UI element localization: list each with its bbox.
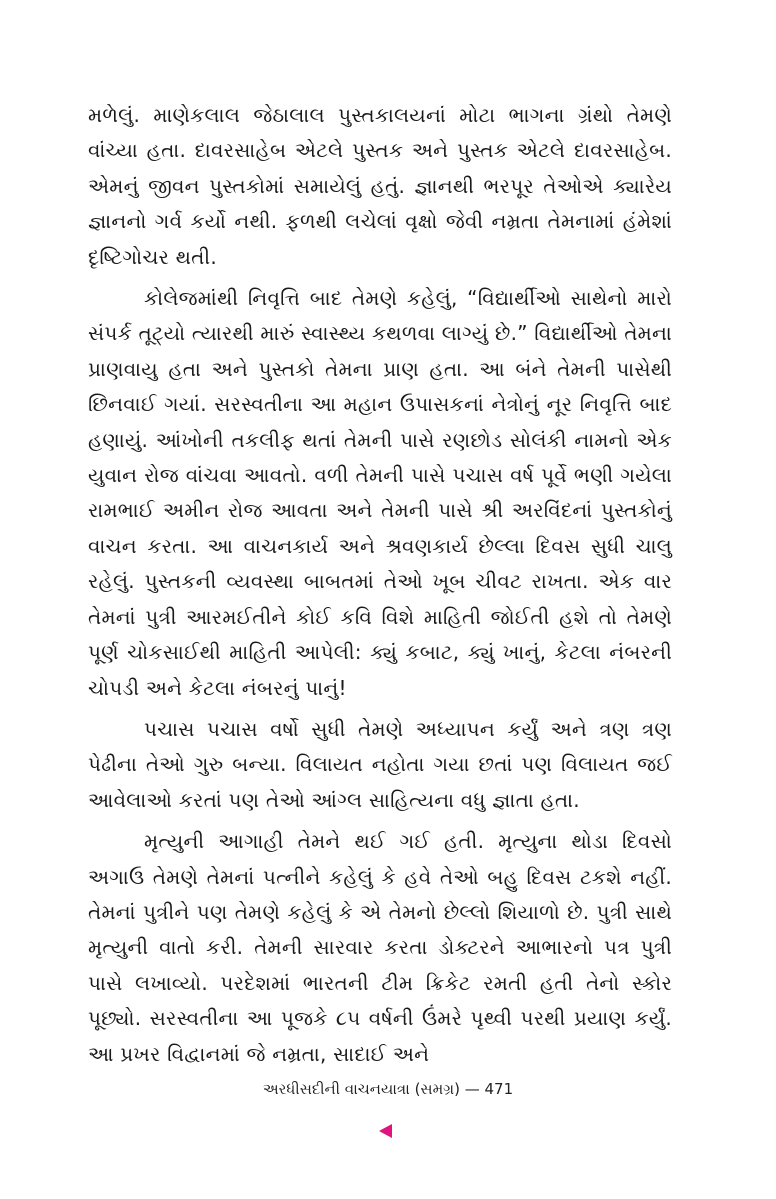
previous-page-arrow-icon[interactable] [379,1124,392,1138]
paragraph-1: મળેલું. માણેકલાલ જેઠાલાલ પુસ્તકાલયનાં મોટા ભાગના ગ્રંથો તેમણે વાંચ્યા હતા. દાવરસાહેબ એટલે પુસ્તક અને પુસ્તક એટલે દાવરસાહેબ. એમનું જીવન પુસ્તકોમાં સમાયેલું હતું. જ્ઞાનથી ભરપૂર તેઓએ ક્યારેય જ્ઞાનનો ગર્વ કર્યો નથી. ફળથી લચેલાં વૃક્ષો જેવી નમ્રતા તેમનામાં હંમેશાં દૃષ્ટિગોચર થતી. [88,103,672,269]
paragraph-2: કોલેજમાંથી નિવૃત્તિ બાદ તેમણે કહેલું, “વિદ્યાર્થીઓ સાથેનો મારો સંપર્ક તૂટ્યો ત્યારથી મારું સ્વાસ્થ્ય કથળવા લાગ્યું છે.” વિદ્યાર્થીઓ તેમના પ્રાણવાયુ હતા અને પુસ્તકો તેમના પ્રાણ હતા. આ બંને તેમની પાસેથી છિનવાઈ ગયાં. સરસ્વતીના આ મહાન ઉપાસકનાં નેત્રોનું નૂર નિવૃત્તિ બાદ હણાયું. આંખોની તકલીફ થતાં તેમની પાસે રણછોડ સોલંકી નામનો એક યુવાન રોજ વાંચવા આવતો. વળી તેમની પાસે પચાસ વર્ષ પૂર્વે ભણી ગયેલા રામભાઈ અમીન રોજ આવતા અને તેમની પાસે શ્રી અરવિંદનાં પુસ્તકોનું વાચન કરતા. આ વાચનકાર્ય અને શ્રવણકાર્ય છેલ્લા દિવસ સુધી ચાલુ રહેલું. પુસ્તકની વ્યવસ્થા બાબતમાં તેઓ ખૂબ ચીવટ રાખતા. એક વાર તેમનાં પુત્રી આરમઈતીને કોઈ કવિ વિશે માહિતી જોઈતી હશે તો તેમણે પૂર્ણ ચોકસાઈથી માહિતી આપેલી: ક્યું કબાટ, ક્યું ખાનું, કેટલા નંબરની ચોપડી અને કેટલા નંબરનું પાનું! [88,286,672,700]
paragraph-3: પચાસ પચાસ વર્ષો સુધી તેમણે અધ્યાપન કર્યું અને ત્રણ ત્રણ પેઢીના તેઓ ગુરુ બન્યા. વિલાયત નહોતા ગયા છતાં પણ વિલાયત જઈ આવેલાઓ કરતાં પણ તેઓ આંગ્લ સાહિત્યના વધુ જ્ઞાતા હતા. [88,716,672,812]
page-footer: અરધીસદીની વાચનયાત્રા (સમગ્ર) — 471 [262,1080,514,1098]
page-body [88,98,672,1078]
paragraph-4: મૃત્યુની આગાહી તેમને થઈ ગઈ હતી. મૃત્યુના થોડા દિવસો અગાઉ તેમણે તેમનાં પત્નીને કહેલું કે હવે તેઓ બહુ દિવસ ટકશે નહીં. તેમનાં પુત્રીને પણ તેમણે કહેલું કે એ તેમનો છેલ્લો શિયાળો છે. પુત્રી સાથે મૃત્યુની વાતો કરી. તેમની સારવાર કરતા ડોક્ટરને આભારનો પત્ર પુત્રી પાસે લખાવ્યો. પરદેશમાં ભારતની ટીમ ક્રિકેટ રમતી હતી તેનો સ્કોર પૂછ્યો. સરસ્વતીના આ પૂજકે ૮૫ વર્ષની ઉંમરે પૃથ્વી પરથી પ્રયાણ કર્યું. આ પ્રખર વિદ્વાનમાં જે નમ્રતા, સાદાઈ અને [88,829,672,1066]
